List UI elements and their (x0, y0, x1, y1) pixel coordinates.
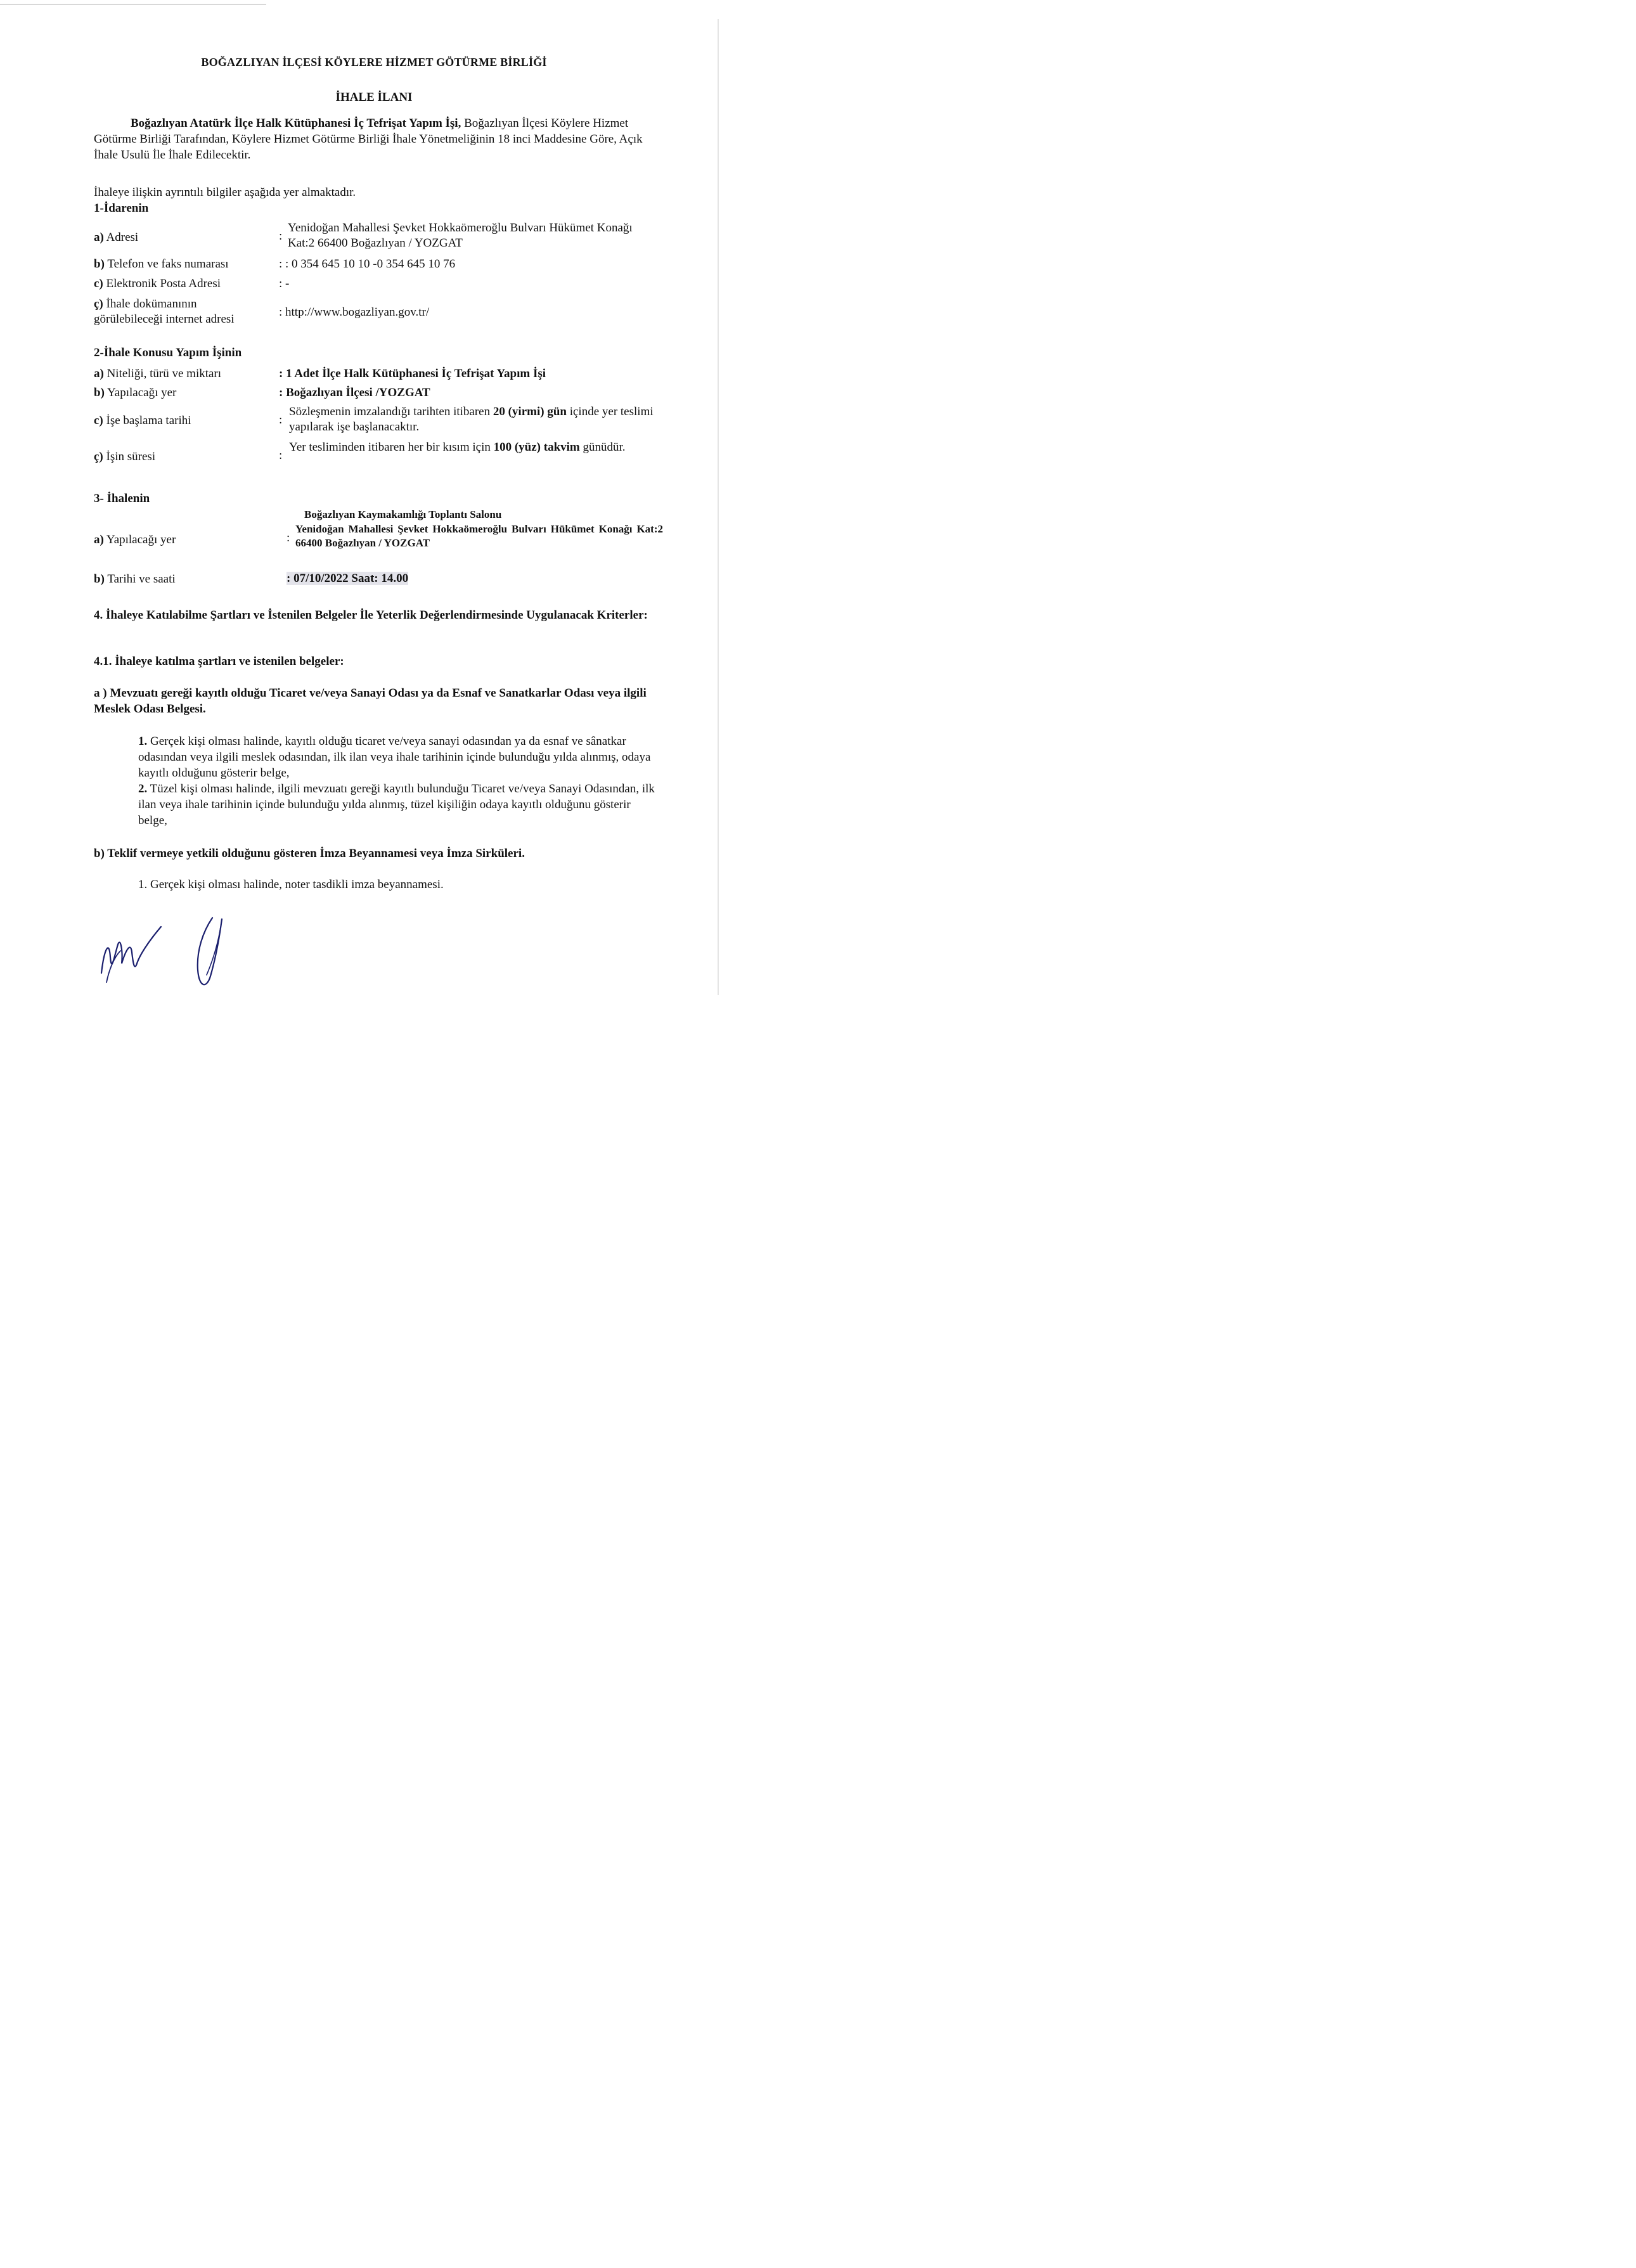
scan-edge-top (0, 4, 266, 5)
s1-row-c-value: : - (279, 277, 290, 290)
s2-row-b-value: : Boğazlıyan İlçesi /YOZGAT (279, 386, 430, 399)
s2-row-c-value: Sözleşmenin imzalandığı tarihten itibaren 20 (yirmi) gün içinde yer teslimi yapılarak işe başlanacaktır. (289, 405, 654, 434)
s3-row-b-value: : 07/10/2022 Saat: 14.00 (287, 572, 409, 585)
scan-edge-right (718, 19, 719, 995)
s1-row-a-value: Yenidoğan Mahallesi Şevket Hokkaömeroğlu Bulvarı Hükümet Konağı Kat:2 66400 Boğazlıyan / YOZGAT (288, 221, 633, 250)
document-title: İHALE İLANI (335, 91, 413, 104)
s2-row-a-label: a) Niteliği, türü ve miktarı (94, 367, 222, 380)
section4-sub: 4.1. İhaleye katılma şartları ve istenilen belgeler: (94, 655, 344, 668)
intro-rest: Boğazlıyan İlçesi Köylere Hizmet Götürme Birliği Tarafından, Köylere Hizmet Götürme Birliği İhale Yönetmeliğinin 18 inci Maddesine Göre, Açık İhale Usulü İle İhale Edilecektir. (94, 117, 643, 162)
s3-row-a-value-line1: Boğazlıyan Kaymakamlığı Toplantı Salonu (304, 508, 502, 520)
item-b: b) Teklif vermeye yetkili olduğunu gösteren İmza Beyannamesi veya İmza Sirküleri. (94, 847, 525, 860)
s2-row-b-label: b) Yapılacağı yer (94, 386, 177, 399)
s1-row-b-label: b) Telefon ve faks numarası (94, 257, 229, 271)
s2-row-cc-value: Yer tesliminden itibaren her bir kısım için 100 (yüz) takvim günüdür. (289, 441, 626, 454)
s2-row-a-value: : 1 Adet İlçe Halk Kütüphanesi İç Tefrişat Yapım İşi (279, 367, 546, 380)
details-line: İhaleye ilişkin ayrıntılı bilgiler aşağıda yer almaktadır. (94, 186, 356, 199)
section3-heading: 3- İhalenin (94, 492, 150, 505)
list-item: 2. Tüzel kişi olması halinde, ilgili mevzuatı gereği kayıtlı bulunduğu Ticaret ve/veya Sanayi Odasından, ilk ilan veya ihale tarihinin içinde bulunduğu yılda alınmış, tüzel kişiliğin odaya kayıtlı olduğunu gösterir belge, (138, 782, 655, 827)
s3-row-b-label: b) Tarihi ve saati (94, 572, 176, 586)
section2-heading: 2-İhale Konusu Yapım İşinin (94, 346, 242, 359)
section4-heading: 4. İhaleye Katılabilme Şartları ve İstenilen Belgeler İle Yeterlik Değerlendirmesinde Uygulanacak Kriterler: (94, 609, 648, 622)
s1-row-c-label: c) Elektronik Posta Adresi (94, 277, 221, 290)
b-list (138, 877, 658, 892)
s3-row-a-value-line2: Yenidoğan Mahallesi Şevket Hokkaömeroğlu Bulvarı Hükümet Konağı Kat:2 66400 Boğazlıyan / YOZGAT (295, 523, 663, 549)
s2-row-c-label: c) İşe başlama tarihi (94, 414, 191, 427)
s1-row-cc-value: : http://www.bogazliyan.gov.tr/ (279, 306, 430, 319)
section1-heading: 1-İdarenin (94, 202, 149, 215)
list-item: 1. Gerçek kişi olması halinde, kayıtlı olduğu ticaret ve/veya sanayi odasından ya da esnaf ve sânatkar odasından veya ilgili meslek odasından, ilk ilan veya ihale tarihinin içinde bulunduğu yılda alınmış, odaya kayıtlı olduğunu gösterir belge, (138, 735, 651, 780)
list-item: 1. Gerçek kişi olması halinde, noter tasdikli imza beyannamesi. (138, 878, 444, 891)
a-list (138, 733, 658, 828)
item-a: a ) Mevzuatı gereği kayıtlı olduğu Ticaret ve/veya Sanayi Odası ya da Esnaf ve Sanatkarlar Odası veya ilgili Meslek Odası Belgesi. (94, 686, 647, 716)
intro-bold: Boğazlıyan Atatürk İlçe Halk Kütüphanesi İç Tefrişat Yapım İşi, (131, 117, 461, 130)
intro-paragraph (94, 115, 664, 163)
handwritten-signature (95, 913, 260, 995)
s1-row-b-value: : : 0 354 645 10 10 -0 354 645 10 76 (279, 257, 456, 271)
s1-row-cc-label: ç) İhale dokümanının görülebileceği internet adresi (94, 297, 235, 326)
s1-row-a-label: a) Adresi (94, 231, 139, 244)
s3-row-a-label: a) Yapılacağı yer (94, 533, 176, 546)
document-page: BOĞAZLIYAN İLÇESİ KÖYLERE HİZMET GÖTÜRME BİRLİĞİ İHALE İLANI Boğazlıyan Atatürk İlçe Halk Kütüphanesi İç Tefrişat Yapım İşi, Boğazlıyan İlçesi Köylere Hizmet Götürme Birliği Tarafından, Köylere Hizmet Götürme Birliği İhale Yönetmeliğinin 18 inci Maddesine Göre, Açık İhale Usulü İle İhale Edilecektir. İhaleye ilişkin ayrıntılı bilgiler aşağıda yer almaktadır. 1-İdarenin a) Adresi : Yenidoğan Mahallesi Şevket Hokkaömeroğlu Bulvarı Hükümet Konağı Kat:2 66400 Boğazlıyan / YOZGAT b) Telefon ve faks numarası : : 0 354 645 10 10 -0 354 645 10 76 c) Elektronik Posta Adresi : - ç) İhale dokümanının görülebileceği internet adresi : http://www.bogazliyan.gov.tr/ 2-İhale Konusu Yapım İşinin a) Niteliği, türü ve miktarı : 1 Adet İlçe Halk Kütüphanesi İç Tefrişat Yapım İşi b) Yapılacağı yer : Boğazlıyan İlçesi /YOZGAT c) İşe başlama tarihi : Sözleşmenin imzalandığı tarihten itibaren 20 (yirmi) gün içinde yer teslimi yapılarak işe başlanacaktır. ç) İşin süresi : Yer tesliminden itibaren her bir kısım için 100 (yüz) takvim günüdür. 3- İhalenin a) Yapılacağı yer Boğazlıyan Kaymakamlığı Toplantı Salonu : Yenidoğan Mahallesi Şevket Hokkaömeroğlu Bulvarı Hükümet Konağı Kat:2 66400 Boğazlıyan / YOZGAT b) Tarihi ve saati : 07/10/2022 Saat: 14.00 4. İhaleye Katılabilme Şartları ve İstenilen Belgeler İle Yeterlik Değerlendirmesinde Uygulanacak Kriterler: 4.1. İhaleye katılma şartları ve istenilen belgeler: a ) Mevzuatı gereği kayıtlı olduğu Ticaret ve/veya Sanayi Odası ya da Esnaf ve Sanatkarlar Odası veya ilgili Meslek Odası Belgesi. 1. Gerçek kişi olması halinde, kayıtlı olduğu ticaret ve/veya sanayi odasından ya da esnaf ve sânatkar odasından veya ilgili meslek odasından, ilk ilan veya ihale tarihinin içinde bulunduğu yılda alınmış, odaya kayıtlı olduğunu gösterir belge, 2. Tüzel kişi olması halinde, ilgili mevzuatı gereği kayıtlı bulunduğu Ticaret ve/veya Sanayi Odasından, ilk ilan veya ihale tarihinin içinde bulunduğu yılda alınmış, tüzel kişiliğin odaya kayıtlı olduğunu gösterir belge, b) Teklif vermeye yetkili olduğunu gösteren İmza Beyannamesi veya İmza Sirküleri. 1. Gerçek kişi olması halinde, noter tasdikli imza beyannamesi. (0, 0, 724, 1003)
organization-title: BOĞAZLIYAN İLÇESİ KÖYLERE HİZMET GÖTÜRME BİRLİĞİ (201, 56, 547, 68)
s2-row-cc-label: ç) İşin süresi (94, 450, 156, 463)
